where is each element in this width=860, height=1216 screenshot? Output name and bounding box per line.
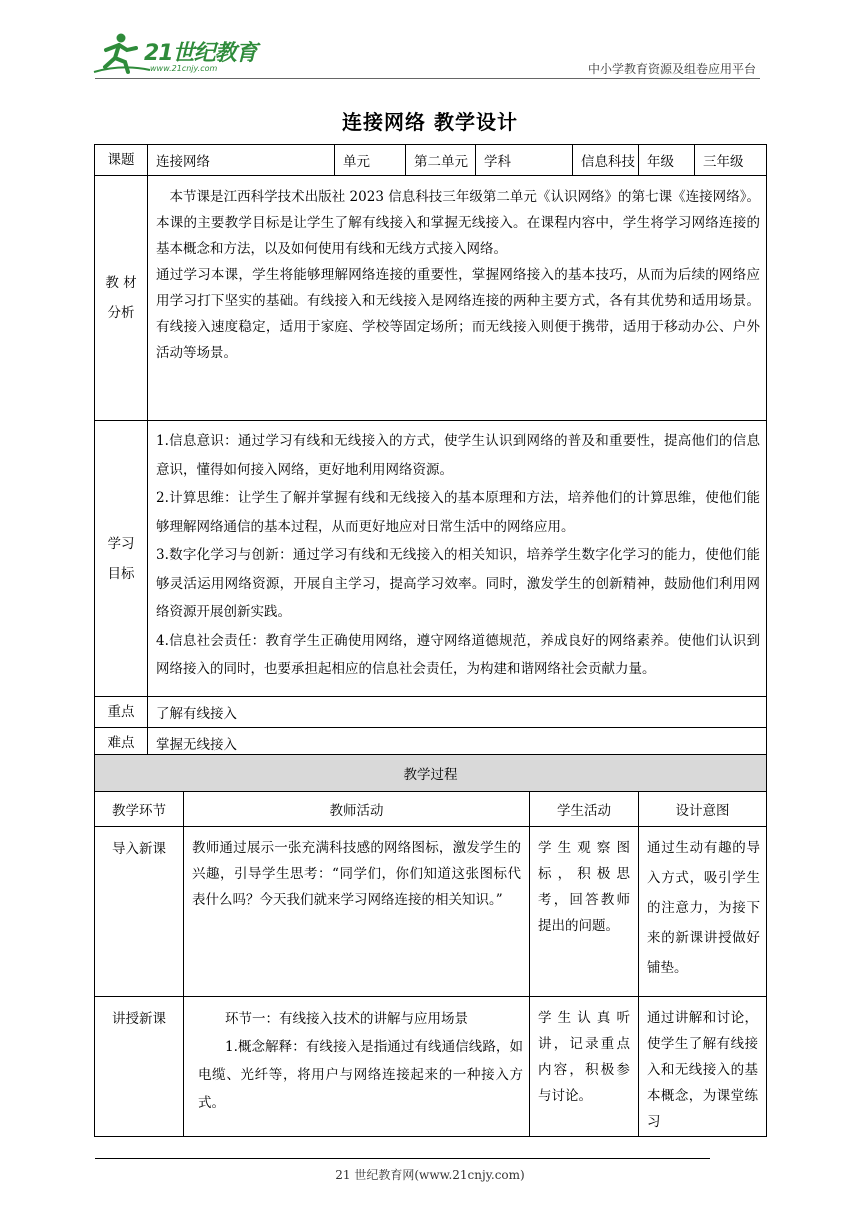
difficulty-label: 难点 bbox=[95, 728, 148, 759]
objective-item: 4.信息社会责任：教育学生正确使用网络，遵守网络道德规范，养成良好的网络素养。使他们认识到网络接入的同时，也要承担起相应的信息社会责任，为构建和谐网络社会贡献力量。 bbox=[156, 632, 760, 677]
student-activity-cell: 学生认真听讲，记录重点内容，积极参与讨论。 bbox=[530, 997, 639, 1137]
column-header-teacher: 教师活动 bbox=[184, 792, 530, 827]
grade-label: 年级 bbox=[639, 145, 695, 176]
analysis-content bbox=[148, 176, 767, 421]
subject-label: 学科 bbox=[476, 145, 573, 176]
unit-label: 单元 bbox=[335, 145, 406, 176]
column-header-stage: 教学环节 bbox=[95, 792, 184, 827]
grade-value: 三年级 bbox=[695, 145, 767, 176]
stage-cell: 导入新课 bbox=[95, 827, 184, 997]
page-footer[interactable]: 21 世纪教育网(www.21cnjy.com) bbox=[335, 1168, 525, 1182]
student-activity-cell: 学生观察图标，积极思考，回答教师提出的问题。 bbox=[530, 827, 639, 997]
logo-text: 21世纪教育 bbox=[144, 41, 257, 66]
document-title: 连接网络 教学设计 bbox=[342, 110, 518, 134]
info-row bbox=[95, 145, 767, 176]
objective-item: 1.信息意识：通过学习有线和无线接入的方式，使学生认识到网络的普及和重要性，提高他们的信息意识，懂得如何接入网络，更好地利用网络资源。 bbox=[156, 433, 760, 478]
logo-url: www.21cnjy.com bbox=[150, 64, 218, 73]
column-header-student: 学生活动 bbox=[530, 792, 639, 827]
process-title: 教学过程 bbox=[95, 755, 767, 792]
analysis-paragraph-1: 本节课是江西科学技术出版社 2023 信息科技三年级第二单元《认识网络》的第七课《连接网络》。本课的主要教学目标是让学生了解有线接入和掌握无线接入。在课程内容中，学生将学习网络连接的基本概念和方法，以及如何使用有线和无线方式接入网络。 bbox=[156, 189, 760, 257]
analysis-label: 教 材 分析 bbox=[95, 176, 148, 421]
process-row-intro bbox=[95, 827, 767, 997]
page-header bbox=[0, 0, 860, 90]
objectives-label: 学习 目标 bbox=[95, 421, 148, 697]
footer-divider bbox=[95, 1158, 710, 1159]
teacher-activity-cell bbox=[184, 997, 530, 1137]
platform-name: 中小学教育资源及组卷应用平台 bbox=[587, 62, 756, 76]
column-header-intent: 设计意图 bbox=[639, 792, 767, 827]
header-divider bbox=[95, 78, 760, 79]
process-row-new-lesson bbox=[95, 997, 767, 1137]
design-intent-cell: 通过讲解和讨论，使学生了解有线接入和无线接入的基本概念，为课堂练习 bbox=[639, 997, 767, 1137]
teacher-activity-paragraph: 环节一：有线接入技术的讲解与应用场景 bbox=[225, 1011, 468, 1027]
process-header-row bbox=[95, 792, 767, 827]
unit-value: 第二单元 bbox=[406, 145, 476, 176]
design-intent-cell: 通过生动有趣的导入方式，吸引学生的注意力，为接下来的新课讲授做好铺垫。 bbox=[639, 827, 767, 997]
topic-label: 课题 bbox=[95, 145, 148, 176]
topic-value: 连接网络 bbox=[148, 145, 335, 176]
key-point-row bbox=[95, 697, 767, 728]
analysis-paragraph-2: 通过学习本课，学生将能够理解网络连接的重要性，掌握网络接入的基本技巧，从而为后续的网络应用学习打下坚实的基础。有线接入和无线接入是网络连接的两种主要方式，各有其优势和适用场景。有线接入速度稳定，适用于家庭、学校等固定场所；而无线接入则便于携带，适用于移动办公、户外活动等场景。 bbox=[156, 267, 760, 361]
teacher-activity-cell: 教师通过展示一张充满科技感的网络图标，激发学生的兴趣，引导学生思考：“同学们，你们知道这张图标代表什么吗？今天我们就来学习网络连接的相关知识。” bbox=[184, 827, 530, 997]
stage-cell: 讲授新课 bbox=[95, 997, 184, 1137]
teaching-process-table bbox=[94, 754, 767, 1137]
teacher-activity-paragraph: 1.概念解释：有线接入是指通过有线通信线路，如电缆、光纤等，将用户与网络连接起来的一种接入方式。 bbox=[198, 1039, 523, 1111]
objective-item: 2.计算思维：让学生了解并掌握有线和无线接入的基本原理和方法，培养他们的计算思维，使他们能够理解网络通信的基本过程，从而更好地应对日常生活中的网络应用。 bbox=[156, 490, 760, 535]
objectives-row bbox=[95, 421, 767, 697]
subject-value: 信息科技 bbox=[573, 145, 639, 176]
site-logo[interactable] bbox=[92, 30, 267, 80]
objective-item: 3.数字化学习与创新：通过学习有线和无线接入的相关知识，培养学生数字化学习的能力，使他们能够灵活运用网络资源，开展自主学习，提高学习效率。同时，激发学生的创新精神，鼓励他们利用网络资源开展创新实践。 bbox=[156, 547, 760, 620]
analysis-row bbox=[95, 176, 767, 421]
difficulty-value: 掌握无线接入 bbox=[148, 728, 767, 759]
key-point-label: 重点 bbox=[95, 697, 148, 728]
process-title-row bbox=[95, 755, 767, 792]
lesson-info-table bbox=[94, 144, 767, 759]
objectives-content bbox=[148, 421, 767, 697]
key-point-value: 了解有线接入 bbox=[148, 697, 767, 728]
